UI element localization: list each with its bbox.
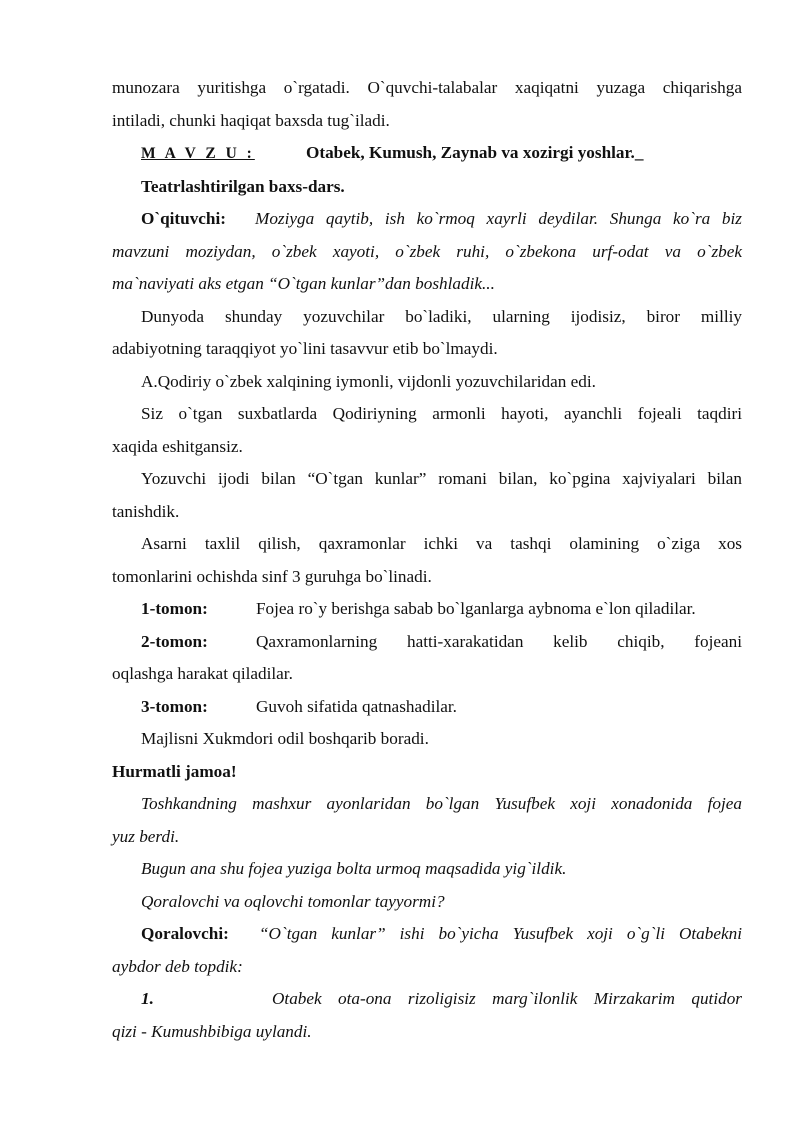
paragraph-5-line-1: Asarni taxlil qilish, qaxramonlar ichki va tashqi olamining o`ziga xos: [141, 534, 742, 553]
side-3-label: 3-tomon:: [141, 696, 208, 716]
intro-line-2: intiladi, chunki haqiqat baxsda tug`iladi.: [112, 110, 390, 130]
item-1-row: [112, 983, 742, 1016]
paragraph-1-line-2: adabiyotning taraqqiyot yo`lini tasavvur etib bo`lmaydi.: [112, 339, 498, 358]
teacher-label: O`qituvchi:: [141, 209, 226, 228]
topic-title: Otabek, Kumush, Zaynab va xozirgi yoshlar._: [306, 143, 644, 162]
side-2-label: 2-tomon:: [141, 631, 208, 651]
prosecutor-line-2: aybdor deb topdik:: [112, 956, 243, 976]
section-heading: Hurmatli jamoa!: [112, 761, 237, 781]
side-2-line-2: oqlashga harakat qiladilar.: [112, 664, 293, 683]
lesson-type: Teatrlashtirilgan baxs-dars.: [141, 176, 345, 196]
prosecutor-row: [112, 918, 742, 951]
speech-3: Qoralovchi va oqlovchi tomonlar tayyormi?: [141, 891, 445, 911]
item-1-line-1: Otabek ota-ona rizoligisiz marg`ilonlik Mirzakarim qutidor: [272, 989, 742, 1008]
side-3-text: Guvoh sifatida qatnashadilar.: [256, 696, 457, 716]
teacher-line-2: mavzuni moziydan, o`zbek xayoti, o`zbek ruhi, o`zbekona urf-odat va o`zbek: [112, 241, 742, 261]
speech-1-line-1: Toshkandning mashxur ayonlaridan bo`lgan Yusufbek xoji xonadonida fojea: [141, 794, 742, 813]
speech-2: Bugun ana shu fojea yuziga bolta urmoq maqsadida yig`ildik.: [141, 859, 567, 878]
teacher-line-1: Moziyga qaytib, ish ko`rmoq xayrli deydilar. Shunga ko`ra biz: [255, 209, 742, 228]
item-1-number: 1.: [141, 989, 154, 1008]
side-1-text: Fojea ro`y berishga sabab bo`lganlarga aybnoma e`lon qiladilar.: [256, 599, 696, 618]
prosecutor-label: Qoralovchi:: [141, 924, 229, 943]
side-3-row: [112, 691, 742, 724]
prosecutor-line-1: “O`tgan kunlar” ishi bo`yicha Yusufbek xoji o`g`li Otabekni: [259, 924, 742, 943]
paragraph-2: A.Qodiriy o`zbek xalqining iymonli, vijdonli yozuvchilaridan edi.: [141, 371, 596, 391]
paragraph-3-line-2: xaqida eshitgansiz.: [112, 436, 243, 456]
item-1-line-2: qizi - Kumushbibiga uylandi.: [112, 1021, 312, 1041]
paragraph-1-line-1: Dunyoda shunday yozuvchilar bo`ladiki, ularning ijodisiz, biror milliy: [141, 306, 742, 326]
side-2-row: [112, 626, 742, 659]
side-2-text: Qaxramonlarning hatti-xarakatidan kelib chiqib, fojeani: [256, 631, 742, 651]
document-page: [112, 72, 742, 1048]
side-1-row: [112, 593, 742, 626]
teacher-row: [112, 203, 742, 236]
topic-label: M A V Z U :: [141, 145, 255, 162]
side-1-label: 1-tomon:: [141, 599, 208, 618]
intro-line-1: munozara yuritishga o`rgatadi. O`quvchi-talabalar xaqiqatni yuzaga chiqarishga: [112, 78, 742, 97]
paragraph-5-line-2: tomonlarini ochishda sinf 3 guruhga bo`linadi.: [112, 566, 432, 586]
speech-1-line-2: yuz berdi.: [112, 826, 180, 846]
topic-row: [112, 137, 742, 171]
paragraph-4-line-2: tanishdik.: [112, 501, 180, 521]
paragraph-4-line-1: Yozuvchi ijodi bilan “O`tgan kunlar” romani bilan, ko`pgina xajviyalari bilan: [141, 469, 742, 488]
judge-line: Majlisni Xukmdori odil boshqarib boradi.: [141, 729, 429, 748]
teacher-line-3: ma`naviyati aks etgan “O`tgan kunlar”dan boshladik...: [112, 274, 495, 293]
paragraph-3-line-1: Siz o`tgan suxbatlarda Qodiriyning armonli hayoti, ayanchli fojeali taqdiri: [141, 404, 742, 423]
